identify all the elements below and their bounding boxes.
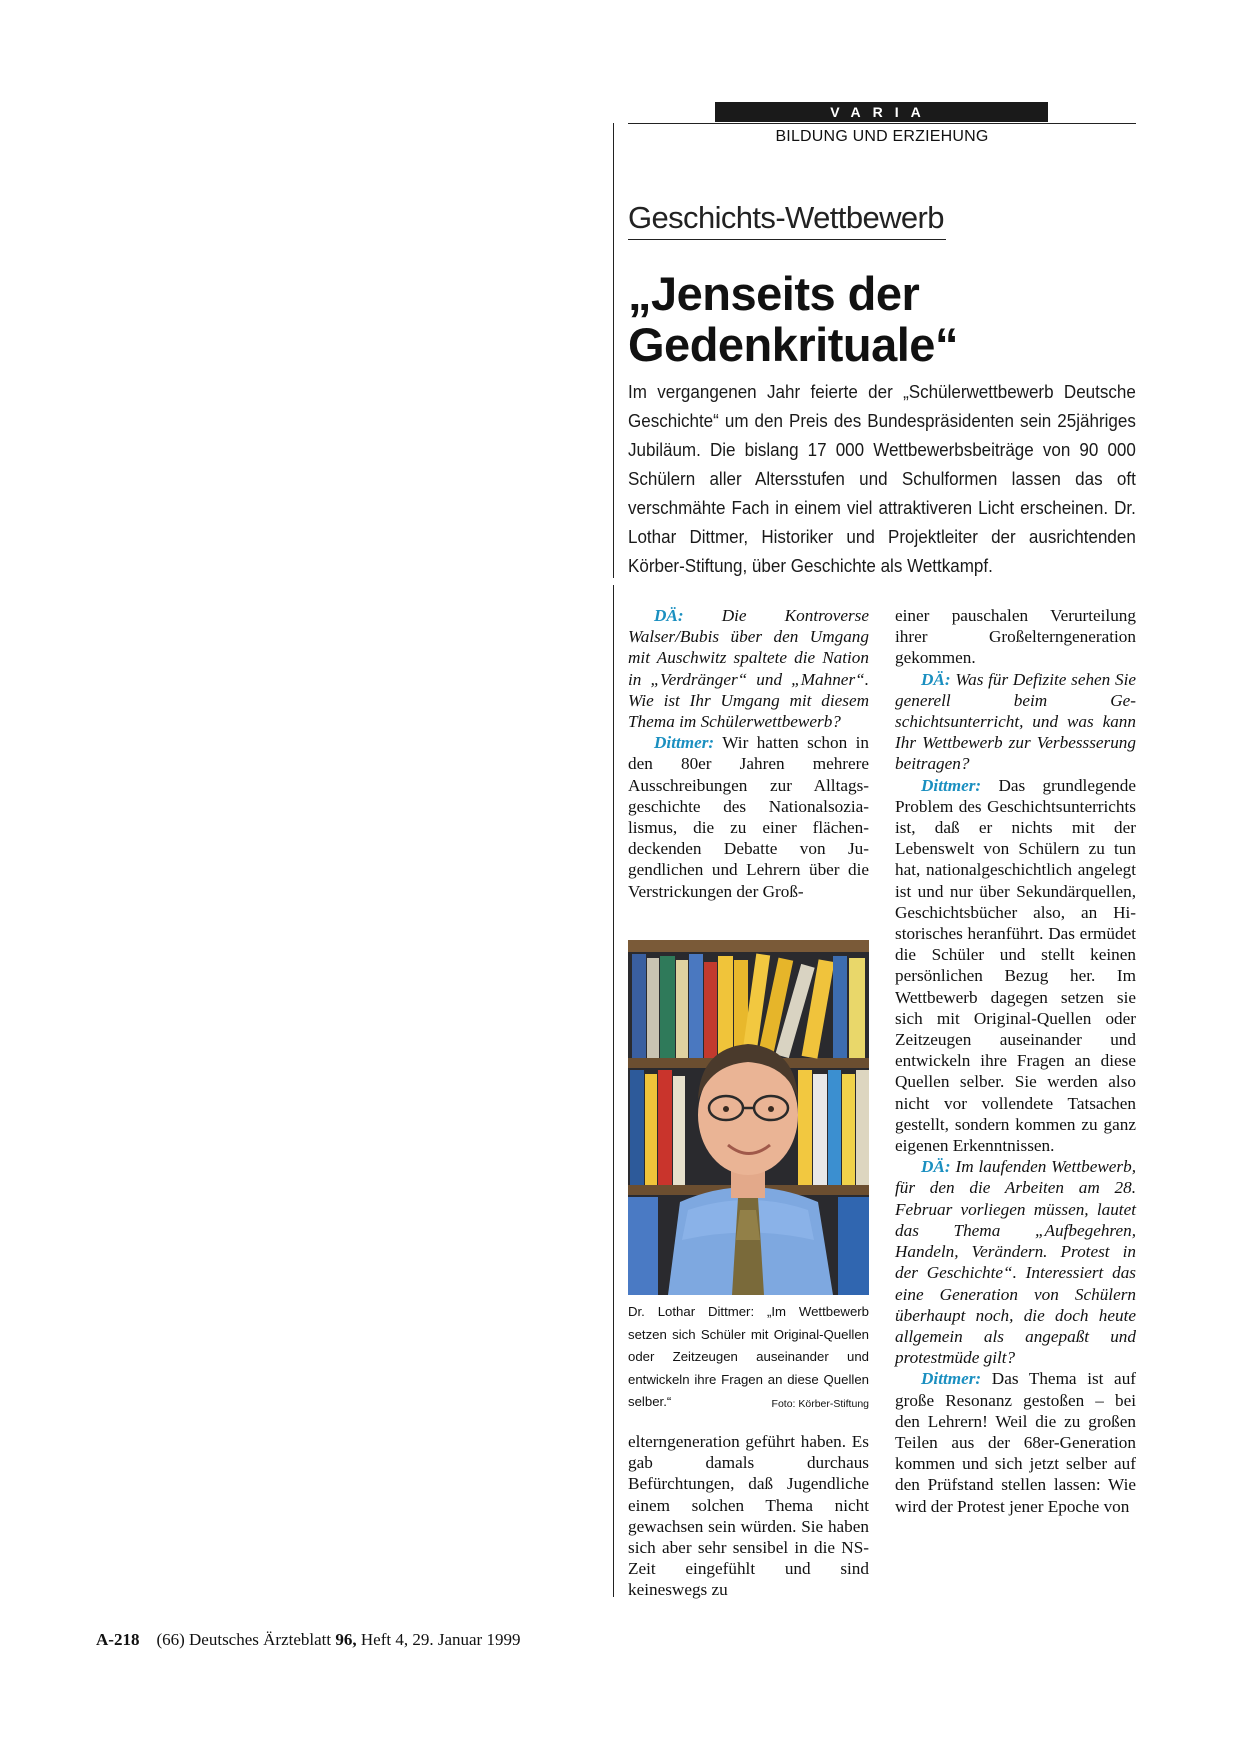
answer-1-end: einer pauschalen Verurteilung ihrer Großelterngeneration gekommen. (895, 606, 1136, 668)
photo-caption-text: Dr. Lothar Dittmer: „Im Wettbewerb setzen sich Schüler mit Original-Quellen oder Zeitzeugen auseinander und entwickeln ihre Fragen an diese Quellen selber.“ (628, 1304, 869, 1409)
section-band: VARIA (715, 102, 1048, 122)
journal-citation-post: Heft 4, 29. Januar 1999 (356, 1630, 521, 1649)
column-rule-top (613, 123, 614, 578)
kicker-underline (628, 239, 946, 240)
page-footer (96, 1630, 520, 1650)
headline-line-1: „Jenseits der (628, 267, 920, 320)
article-headline (628, 268, 1148, 370)
interviewer-label: DÄ: (654, 606, 684, 625)
answer-1-continued: elterngeneration geführt haben. Es gab damals durchaus Befürchtungen, daß Jugendliche einem solchen Thema nicht gewachsen sein würden. Sie haben sich aber sehr sensibel in die NS-Zeit eingefühlt und sind keineswegs zu (628, 1432, 869, 1600)
interviewer-label: DÄ: (921, 1157, 951, 1177)
question-1 (628, 605, 869, 732)
body-column-1-bottom (628, 1431, 869, 1601)
article-lead: Im vergangenen Jahr feierte der „Schülerwettbewerb Deutsche Geschichte“ um den Preis des Bundespräsidenten sein 25jähriges Jubiläum. Die bislang 17 000 Wettbewerbsbeiträge von 90 000 Schülern aller Altersstufen und Schulformen lassen das oft verschmähte Fach in einem viel attraktiveren Licht erscheinen. Dr. Lothar Dittmer, Historiker und Projektleiter der ausrichtenden Körber-Stiftung, über Geschichte als Wettkampf. (628, 381, 1136, 576)
journal-citation-pre: (66) Deutsches Ärzteblatt (156, 1630, 336, 1649)
interviewee-label: Dittmer: (921, 775, 982, 795)
headline-line-2: Gedenkrituale“ (628, 318, 958, 371)
interviewee-label: Dittmer: (921, 1369, 982, 1389)
interviewee-label: Dittmer: (654, 733, 715, 753)
answer-2 (895, 775, 1136, 1157)
photo-credit: Foto: Körber-Stiftung (771, 1398, 869, 1410)
section-label: BILDUNG UND ERZIEHUNG (775, 128, 989, 145)
question-1-text: Die Kontroverse Walser/Bubis über den Umgang mit Auschwitz spaltete die Nation in „Verdränger“ und „Mahner“. Wie ist Ihr Umgang mit diesem Thema im Schülerwettbewerb? (628, 606, 870, 732)
body-column-1-top (628, 605, 869, 902)
journal-volume: 96, (335, 1630, 357, 1649)
answer-1-text: Wir hatten schon in den 80er Jahren mehrere Ausschreibungen zur Alltagsgeschichte des Nationalsozialismus, die zu einer flächendeckenden Debatte von Jugendlichen und Lehrern über die Verstrickungen der Groß- (628, 733, 869, 901)
question-2-text: Was für Defizite sehen Sie generell beim Geschichtsunterricht, und was kann Ihr Wettbewerb zur Verbessserung beitragen? (895, 669, 1137, 774)
body-column-2 (895, 605, 1136, 1517)
answer-3-text: Das Thema ist auf große Resonanz gestoßen – bei den Lehrern! Weil die zu großen Teilen aus der 68er-Generation kommen und sich jetzt selber auf den Prüfstand stellen lassen: Wie wird der Protest jener Epoche von (895, 1369, 1137, 1516)
question-3-text: Im laufenden Wettbewerb, für den die Arbeiten am 28. Februar vorliegen müssen, lautet das Thema „Aufbegehren, Handeln, Verändern. Protest in der Geschichte“. Interessiert das eine Generation von Schülern überhaupt noch, die doch heute allgemein als angepaßt und protestmüde gilt? (895, 1157, 1136, 1368)
question-3 (895, 1156, 1136, 1368)
photo-caption (628, 1301, 869, 1416)
interviewer-label: DÄ: (921, 669, 951, 689)
answer-3 (895, 1368, 1136, 1516)
question-2 (895, 669, 1136, 775)
article-kicker: Geschichts-Wettbewerb (628, 200, 944, 235)
column-rule-bottom (613, 585, 614, 1597)
answer-2-text: Das grundlegende Problem des Geschichtsunterrichts ist, daß er nichts mit der Lebenswelt von Schülern zu tun hat, nationalgeschichtlich angelegt ist und nur über Sekundärquellen, Geschichtsbücher also, an Historisches heranführt. Das ermüdet die Schüler und stellt keinen persönlichen Bezug her. Im Wettbewerb dagegen setzen sie sich mit Original-Quellen oder Zeitzeugen auseinander und entwickeln ihre Fragen an diese Quellen selber. Sie werden also nicht vor vollendete Tatsachen gestellt, sondern kommen zu ganz eigenen Erkenntnissen. (895, 775, 1136, 1156)
header-rule (628, 123, 1136, 124)
portrait-photo (628, 940, 869, 1295)
answer-1 (628, 732, 869, 902)
page-number: A-218 (96, 1630, 140, 1649)
